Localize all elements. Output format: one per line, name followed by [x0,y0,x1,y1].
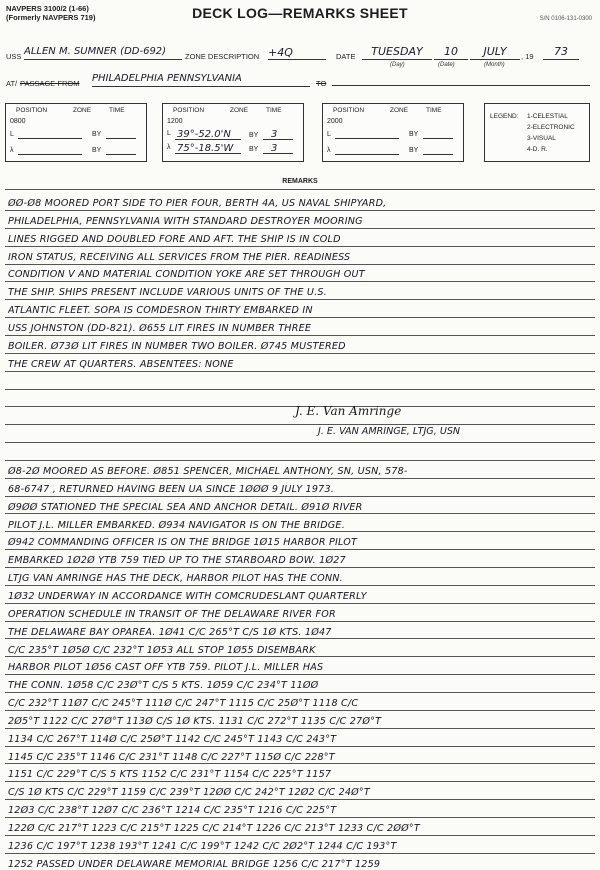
log-entry-line: CONDITION V AND MATERIAL CONDITION YOKE ARE SET THROUGH OUT [8,269,365,280]
position-time: 0800 [10,118,26,125]
log-entry-line: 2Ø5°T 1122 C/C 27Ø°T 113Ø C/S 1Ø KTS. 1131 C/C 272°T 1135 C/C 27Ø°T [8,716,382,727]
position-time: 1200 [167,118,183,125]
latitude-symbol: L [327,131,331,138]
ruled-line [5,424,595,425]
ruled-line [5,692,595,693]
log-entry-line: PILOT J.L. MILLER EMBARKED. Ø934 NAVIGATOR IS ON THE BRIDGE. [8,520,345,531]
longitude-value[interactable]: 75°-18.5'W [177,143,234,154]
log-entry-line: ØØ-Ø8 MOORED PORT SIDE TO PIER FOUR, BERTH 4A, US NAVAL SHIPYARD, [8,198,387,209]
log-entry-line: HARBOR PILOT 1Ø56 CAST OFF YTB 759. PILOT J.L. MILLER HAS [8,662,324,673]
ruled-line [5,674,595,675]
by-label: BY [249,132,259,139]
page-title: DECK LOG—REMARKS SHEET [192,5,408,21]
month-field[interactable]: JULY [470,45,520,60]
position-header: POSITION [16,107,48,114]
log-entry-line: PHILADELPHIA, PENNSYLVANIA WITH STANDARD DESTROYER MOORING [8,216,363,227]
position-time: 2000 [327,118,343,125]
log-entry-line: THE CONN. 1Ø58 C/C 23Ø°T C/S 5 KTS. 1Ø59 C/C 234°T 11ØØ [8,680,319,691]
location-field[interactable]: PHILADELPHIA PENNSYLVANIA [92,73,310,87]
log-entry-line: Ø942 COMMANDING OFFICER IS ON THE BRIDGE 1Ø15 HARBOR PILOT [8,537,358,548]
latitude-row[interactable] [10,131,140,141]
ruled-line [5,585,595,586]
zone-header: ZONE [73,107,92,114]
stock-number: S/N 0106-131-0300 [539,16,592,22]
log-entry-line: LTJG VAN AMRINGE HAS THE DECK, HARBOR PILOT HAS THE CONN. [8,573,343,584]
by-label: BY [92,131,102,138]
ruled-line [5,781,595,782]
ruled-line [5,638,595,639]
log-entry-line: IRON STATUS, RECEIVING ALL SERVICES FROM THE PIER. READINESS [8,252,351,263]
latitude-row[interactable] [167,130,297,142]
year-field[interactable]: 73 [543,45,579,60]
form-former-number: (Formerly NAVPERS 719) [6,13,96,22]
date-field[interactable]: 10 [434,45,468,60]
form-number: NAVPERS 3100/2 (1-66) [6,4,89,13]
latitude-symbol: L [167,130,171,137]
log-entry-line: Ø9ØØ STATIONED THE SPECIAL SEA AND ANCHOR DETAIL. Ø91Ø RIVER [8,502,363,513]
ruled-line [5,228,595,229]
legend-item: 4-D. R. [527,146,548,153]
position-header: POSITION [173,107,205,114]
day-field[interactable]: TUESDAY [362,45,432,60]
ruled-line [5,210,595,211]
log-entry-line: BOILER. Ø73Ø LIT FIRES IN NUMBER TWO BOILER. Ø745 MUSTERED [8,341,346,352]
remarks-top-rule [5,189,595,190]
zone-description-label: ZONE DESCRIPTION [185,52,260,61]
zone-header: ZONE [230,107,249,114]
log-entry-line: 1236 C/C 197°T 1238 193°T 1241 C/C 199°T 1242 C/C 2Ø2°T 1244 C/C 193°T [8,841,397,852]
time-header: TIME [109,107,125,114]
ruled-line [5,531,595,532]
at-label: AT/ [6,79,18,88]
ruled-line [5,549,595,550]
ruled-line [5,353,595,354]
ruled-line [5,603,595,604]
latitude-symbol: L [10,131,14,138]
ruled-line [5,299,595,300]
log-entry-line: OPERATION SCHEDULE IN TRANSIT OF THE DELAWARE RIVER FOR [8,609,336,620]
ruled-line [5,460,595,461]
destination-field[interactable] [332,85,590,86]
signature-script: J. E. Van Amringe [295,404,402,418]
ruled-line [5,317,595,318]
uss-label: USS [6,52,22,61]
by-label: BY [92,147,102,154]
ruled-line [5,478,595,479]
log-entry-line: C/S 1Ø KTS C/C 229°T 1159 C/C 239°T 12ØØ C/C 242°T 12Ø2 C/C 24Ø°T [8,787,370,798]
ruled-line [5,835,595,836]
time-header: TIME [426,107,442,114]
ruled-line [5,389,595,390]
legend-item: 2-ELECTRONIC [527,124,575,131]
ruled-line [5,763,595,764]
legend-title: LEGEND: [490,113,519,120]
position-box-2000 [322,103,464,162]
log-entry-line: USS JOHNSTON (DD-821). Ø655 LIT FIRES IN NUMBER THREE [8,323,312,334]
log-entry-line: 122Ø C/C 217°T 1223 C/C 215°T 1225 C/C 214°T 1226 C/C 213°T 1233 C/C 2ØØ°T [8,823,420,834]
latitude-value[interactable]: 39°-52.0'N [177,129,231,140]
ruled-line [5,799,595,800]
ruled-line [5,746,595,747]
log-entry-line: Ø8-2Ø MOORED AS BEFORE. Ø851 SPENCER, MICHAEL ANTHONY, SN, USN, 578- [8,466,408,477]
month-caption: (Month) [484,62,505,68]
zone-field[interactable]: +4Q [268,46,326,60]
log-entry-line: 12Ø3 C/C 238°T 12Ø7 C/C 236°T 1214 C/C 235°T 1216 C/C 225°T [8,805,337,816]
log-entry-line: 1151 C/C 229°T C/S 5 KTS 1152 C/C 231°T 1154 C/C 225°T 1157 [8,769,332,780]
remarks-title: REMARKS [282,178,318,185]
day-caption: (Day) [390,62,405,68]
log-entry-line: 1145 C/C 235°T 1146 C/C 231°T 1148 C/C 227°T 115Ø C/C 228°T [8,752,335,763]
log-entry-line: 68-6747 , RETURNED HAVING BEEN UA SINCE 1ØØØ 9 JULY 1973. [8,484,335,495]
longitude-symbol: λ [10,147,14,154]
ruled-line [5,728,595,729]
longitude-symbol: λ [327,147,331,154]
ruled-line [5,656,595,657]
log-entry-line: C/C 232°T 11Ø7 C/C 245°T 111Ø C/C 247°T 1115 C/C 25Ø°T 1118 C/C [8,698,359,709]
to-label: TO [316,79,327,88]
ruled-line [5,442,595,443]
log-entry-line: THE SHIP. SHIPS PRESENT INCLUDE VARIOUS UNITS OF THE U.S. [8,287,327,298]
position-header: POSITION [333,107,365,114]
longitude-row[interactable] [167,144,297,156]
legend-box [484,103,590,162]
signature-printed-name: J. E. VAN AMRINGE, LTJG, USN [318,426,461,437]
time-header: TIME [266,107,282,114]
legend-item: 3-VISUAL [527,135,556,142]
longitude-by-value[interactable]: 3 [271,143,278,154]
legend-item: 1-CELESTIAL [527,113,568,120]
log-entry-line: THE DELAWARE BAY OPAREA. 1Ø41 C/C 265°T C/S 1Ø KTS. 1Ø47 [8,627,332,638]
by-label: BY [409,147,419,154]
ship-name-field[interactable]: ALLEN M. SUMNER (DD-692) [24,46,182,60]
ruled-line [5,513,595,514]
zone-header: ZONE [390,107,409,114]
ruled-line [5,853,595,854]
log-entry-line: 1Ø32 UNDERWAY IN ACCORDANCE WITH COMCRUDESLANT QUARTERLY [8,591,367,602]
ruled-line [5,710,595,711]
ruled-line [5,246,595,247]
date-label: DATE [336,52,356,61]
position-box-1200 [162,103,304,162]
ruled-line [5,371,595,372]
log-entry-line: C/C 235°T 1Ø5Ø C/C 232°T 1Ø53 ALL STOP 1Ø55 DISEMBARK [8,645,316,656]
ruled-line [5,621,595,622]
latitude-by-value[interactable]: 3 [271,129,278,140]
log-entry-line: 1134 C/C 267°T 114Ø C/C 25Ø°T 1142 C/C 245°T 1143 C/C 243°T [8,734,337,745]
by-label: BY [409,131,419,138]
date-caption: (Date) [438,62,455,68]
ruled-line [5,281,595,282]
year-prefix: , 19 [521,52,534,61]
ruled-line [5,567,595,568]
longitude-row[interactable] [10,147,140,157]
log-entry-line: 1252 PASSED UNDER DELAWARE MEMORIAL BRIDGE 1256 C/C 217°T 1259 [8,859,381,870]
ruled-line [5,496,595,497]
position-box-0800 [5,103,147,162]
latitude-row[interactable] [327,131,457,141]
ruled-line [5,264,595,265]
ruled-line [5,335,595,336]
log-entry-line: ATLANTIC FLEET. SOPA IS COMDESRON THIRTY EMBARKED IN [8,305,313,316]
longitude-row[interactable] [327,147,457,157]
log-entry-line: LINES RIGGED AND DOUBLED FORE AND AFT. THE SHIP IS IN COLD [8,234,341,245]
passage-from-label: PASSAGE FROM [20,79,80,88]
log-entry-line: EMBARKED 1Ø2Ø YTB 759 TIED UP TO THE STARBOARD BOW. 1Ø27 [8,555,346,566]
ruled-line [5,817,595,818]
by-label: BY [249,146,259,153]
longitude-symbol: λ [167,144,171,151]
log-entry-line: THE CREW AT QUARTERS. ABSENTEES: NONE [8,359,234,370]
